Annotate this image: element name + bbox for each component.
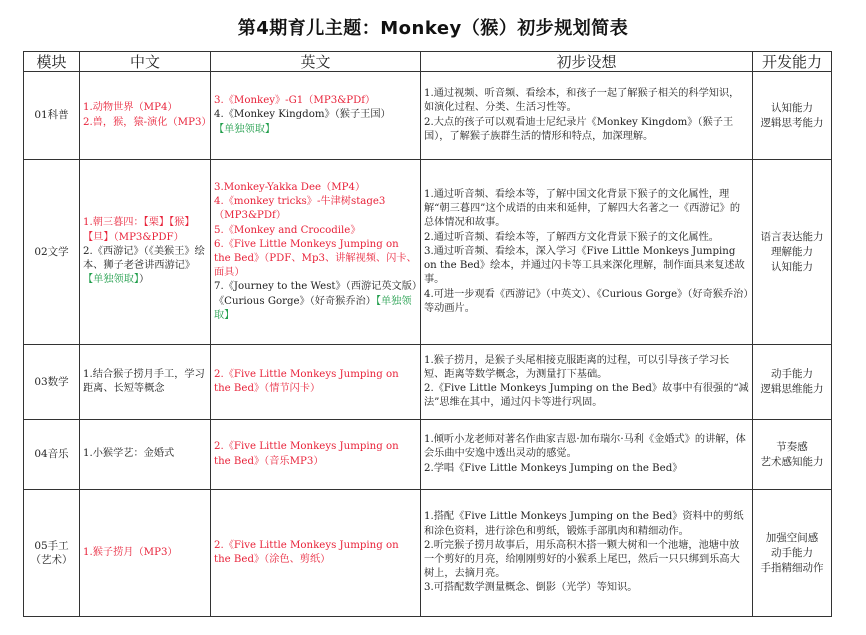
- module-cell: 04音乐: [24, 420, 80, 490]
- table-row: [24, 490, 832, 617]
- table-row: [24, 72, 832, 160]
- chinese-cell: [80, 160, 211, 345]
- plan-cell: [421, 160, 753, 345]
- plan-item: 1.通过视频、听音频、看绘本，和孩子一起了解猴子相关的科学知识，如演化过程、分类、生活习性等。: [424, 88, 740, 114]
- abilities-cell: [753, 160, 832, 345]
- ability-item: 手指精细动作: [760, 561, 824, 574]
- english-item: 7.《Journey to the West》（西游记英文版）《Curious Gorge》（好奇猴乔治）: [214, 281, 418, 307]
- english-item: 2.《Five Little Monkeys Jumping on the Bed》（情节闪卡）: [214, 368, 399, 394]
- english-cell: [211, 420, 421, 490]
- header-chinese: 中文: [80, 52, 211, 72]
- english-item: 4.《Monkey Kingdom》（猴子王国）: [214, 109, 391, 121]
- abilities-cell: [753, 72, 832, 160]
- english-item: 3.《Monkey》-G1（MP3&PDf）: [214, 95, 376, 107]
- english-cell: [211, 72, 421, 160]
- ability-item: 理解能力: [771, 245, 813, 258]
- abilities-cell: [753, 490, 832, 617]
- ability-item: 动手能力: [771, 546, 813, 559]
- claim-separately-tag: 【单独领取】: [214, 123, 276, 135]
- chinese-item: 1.动物世界（MP4）: [83, 102, 178, 114]
- plan-item: 3.通过听音频、看绘本，深入学习《Five Little Monkeys Jumping on the Bed》绘本，并通过闪卡等工具来深化理解，制作面具来复述故事。: [424, 245, 745, 286]
- plan-table: [23, 51, 832, 617]
- plan-item: 2.《Five Little Monkeys Jumping on the Bed》故事中有很强的“减法”思维在其中，通过闪卡等进行巩固。: [424, 383, 749, 409]
- english-item: 3.Monkey-Yakka Dee（MP4）: [214, 181, 366, 193]
- plan-item: 2.听完猴子捞月故事后，用乐高积木搭一颗大树和一个池塘，池塘中放一个剪好的月亮，给刚刚剪好的小猴系上尾巴，然后一只只绑到乐高大树上，去摘月亮。: [424, 539, 740, 580]
- header-plan: 初步设想: [421, 52, 753, 72]
- abilities-cell: [753, 420, 832, 490]
- chinese-cell: [80, 420, 211, 490]
- ability-item: 动手能力: [771, 368, 813, 380]
- ability-item: 认知能力: [771, 260, 813, 273]
- module-cell: 05手工（艺术）: [24, 490, 80, 617]
- chinese-item: 1.小猴学艺：金婚式: [83, 448, 175, 460]
- ability-item: 节奏感: [776, 440, 808, 453]
- english-item: 6.《Five Little Monkeys Jumping on the Bed》（PDF、Mp3、讲解视频、闪卡、面具）: [214, 238, 417, 279]
- ability-item: 加强空间感: [765, 531, 819, 544]
- plan-item: 1.猴子捞月，是猴子头尾相接克服距离的过程，可以引导孩子学习长短、距离等数学概念，为测量打下基础。: [424, 354, 730, 380]
- table-header-row: [24, 52, 832, 72]
- module-cell: 01科普: [24, 72, 80, 160]
- claim-separately-tag: 【单独领取】: [83, 274, 140, 286]
- plan-item: 2.学唱《Five Little Monkeys Jumping on the Bed》: [424, 462, 683, 474]
- chinese-cell: [80, 490, 211, 617]
- chinese-item: 1.猴子捞月（MP3）: [83, 546, 178, 558]
- module-cell: 03数学: [24, 345, 80, 420]
- plan-cell: [421, 72, 753, 160]
- ability-item: 逻辑思考能力: [760, 116, 824, 129]
- header-english: 英文: [211, 52, 421, 72]
- table-row: [24, 160, 832, 345]
- claim-separately-tag: 【单独领取】: [214, 295, 412, 321]
- chinese-item: 1.结合猴子捞月手工，学习距离、长短等概念: [83, 368, 205, 394]
- chinese-cell: [80, 72, 211, 160]
- plan-cell: [421, 490, 753, 617]
- header-abilities: 开发能力: [753, 52, 832, 72]
- chinese-item-suffix: ）: [139, 274, 150, 286]
- ability-item: 认知能力: [771, 101, 813, 114]
- module-cell: 02文学: [24, 160, 80, 345]
- english-cell: [211, 345, 421, 420]
- plan-cell: [421, 345, 753, 420]
- english-cell: [211, 160, 421, 345]
- chinese-item: 2.兽，猴，猿-演化（MP3）: [83, 116, 212, 128]
- page-title: 第4期育儿主题：Monkey（猴）初步规划简表: [237, 18, 629, 39]
- english-cell: [211, 490, 421, 617]
- plan-item: 1.倾听小龙老师对著名作曲家吉恩·加布瑞尔·马利《金婚式》的讲解，体会乐曲中安逸中透出灵动的感觉。: [424, 434, 746, 460]
- english-item: 2.《Five Little Monkeys Jumping on the Bed》（涂色、剪纸）: [214, 539, 399, 565]
- chinese-cell: [80, 345, 211, 420]
- table-row: [24, 420, 832, 490]
- plan-item: 3.可搭配数学测量概念、倒影（光学）等知识。: [424, 582, 638, 594]
- chinese-item: 1.朝三暮四：【栗】【猴】【旦】（MP3&PDF）: [83, 217, 195, 243]
- ability-item: 逻辑思维能力: [760, 383, 824, 395]
- table-row: [24, 345, 832, 420]
- plan-cell: [421, 420, 753, 490]
- ability-item: 语言表达能力: [760, 230, 824, 243]
- abilities-cell: [753, 345, 832, 420]
- plan-item: 2.大点的孩子可以观看迪士尼纪录片《Monkey Kingdom》（猴子王国），了解猴子族群生活的情形和特点，加深理解。: [424, 116, 734, 142]
- english-item: 4.《monkey tricks》-牛津树stage3（MP3&PDf）: [214, 196, 386, 222]
- english-item: 2.《Five Little Monkeys Jumping on the Bed》（音乐MP3）: [214, 441, 399, 467]
- english-item: 5.《Monkey and Crocodile》: [214, 224, 361, 236]
- plan-item: 1.通过听音频、看绘本等，了解中国文化背景下猴子的文化属性，理解“朝三暮四”这个成语的由来和延伸，了解四大名著之一《西游记》的总体情况和故事。: [424, 189, 741, 229]
- ability-item: 艺术感知能力: [760, 455, 824, 468]
- plan-item: 2.通过听音频、看绘本等，了解西方文化背景下猴子的文化属性。: [424, 231, 719, 243]
- chinese-item: 2.《西游记》（《美猴王》绘本、狮子老爸讲西游记》: [83, 245, 205, 272]
- header-module: 模块: [24, 52, 80, 72]
- plan-item: 4.可进一步观看《西游记》（中英文）、《Curious Gorge》（好奇猴乔治）等动画片。: [424, 288, 749, 314]
- plan-item: 1.搭配《Five Little Monkeys Jumping on the Bed》资料中的剪纸和涂色资料，进行涂色和剪纸，锻炼手部肌肉和精细动作。: [424, 511, 744, 537]
